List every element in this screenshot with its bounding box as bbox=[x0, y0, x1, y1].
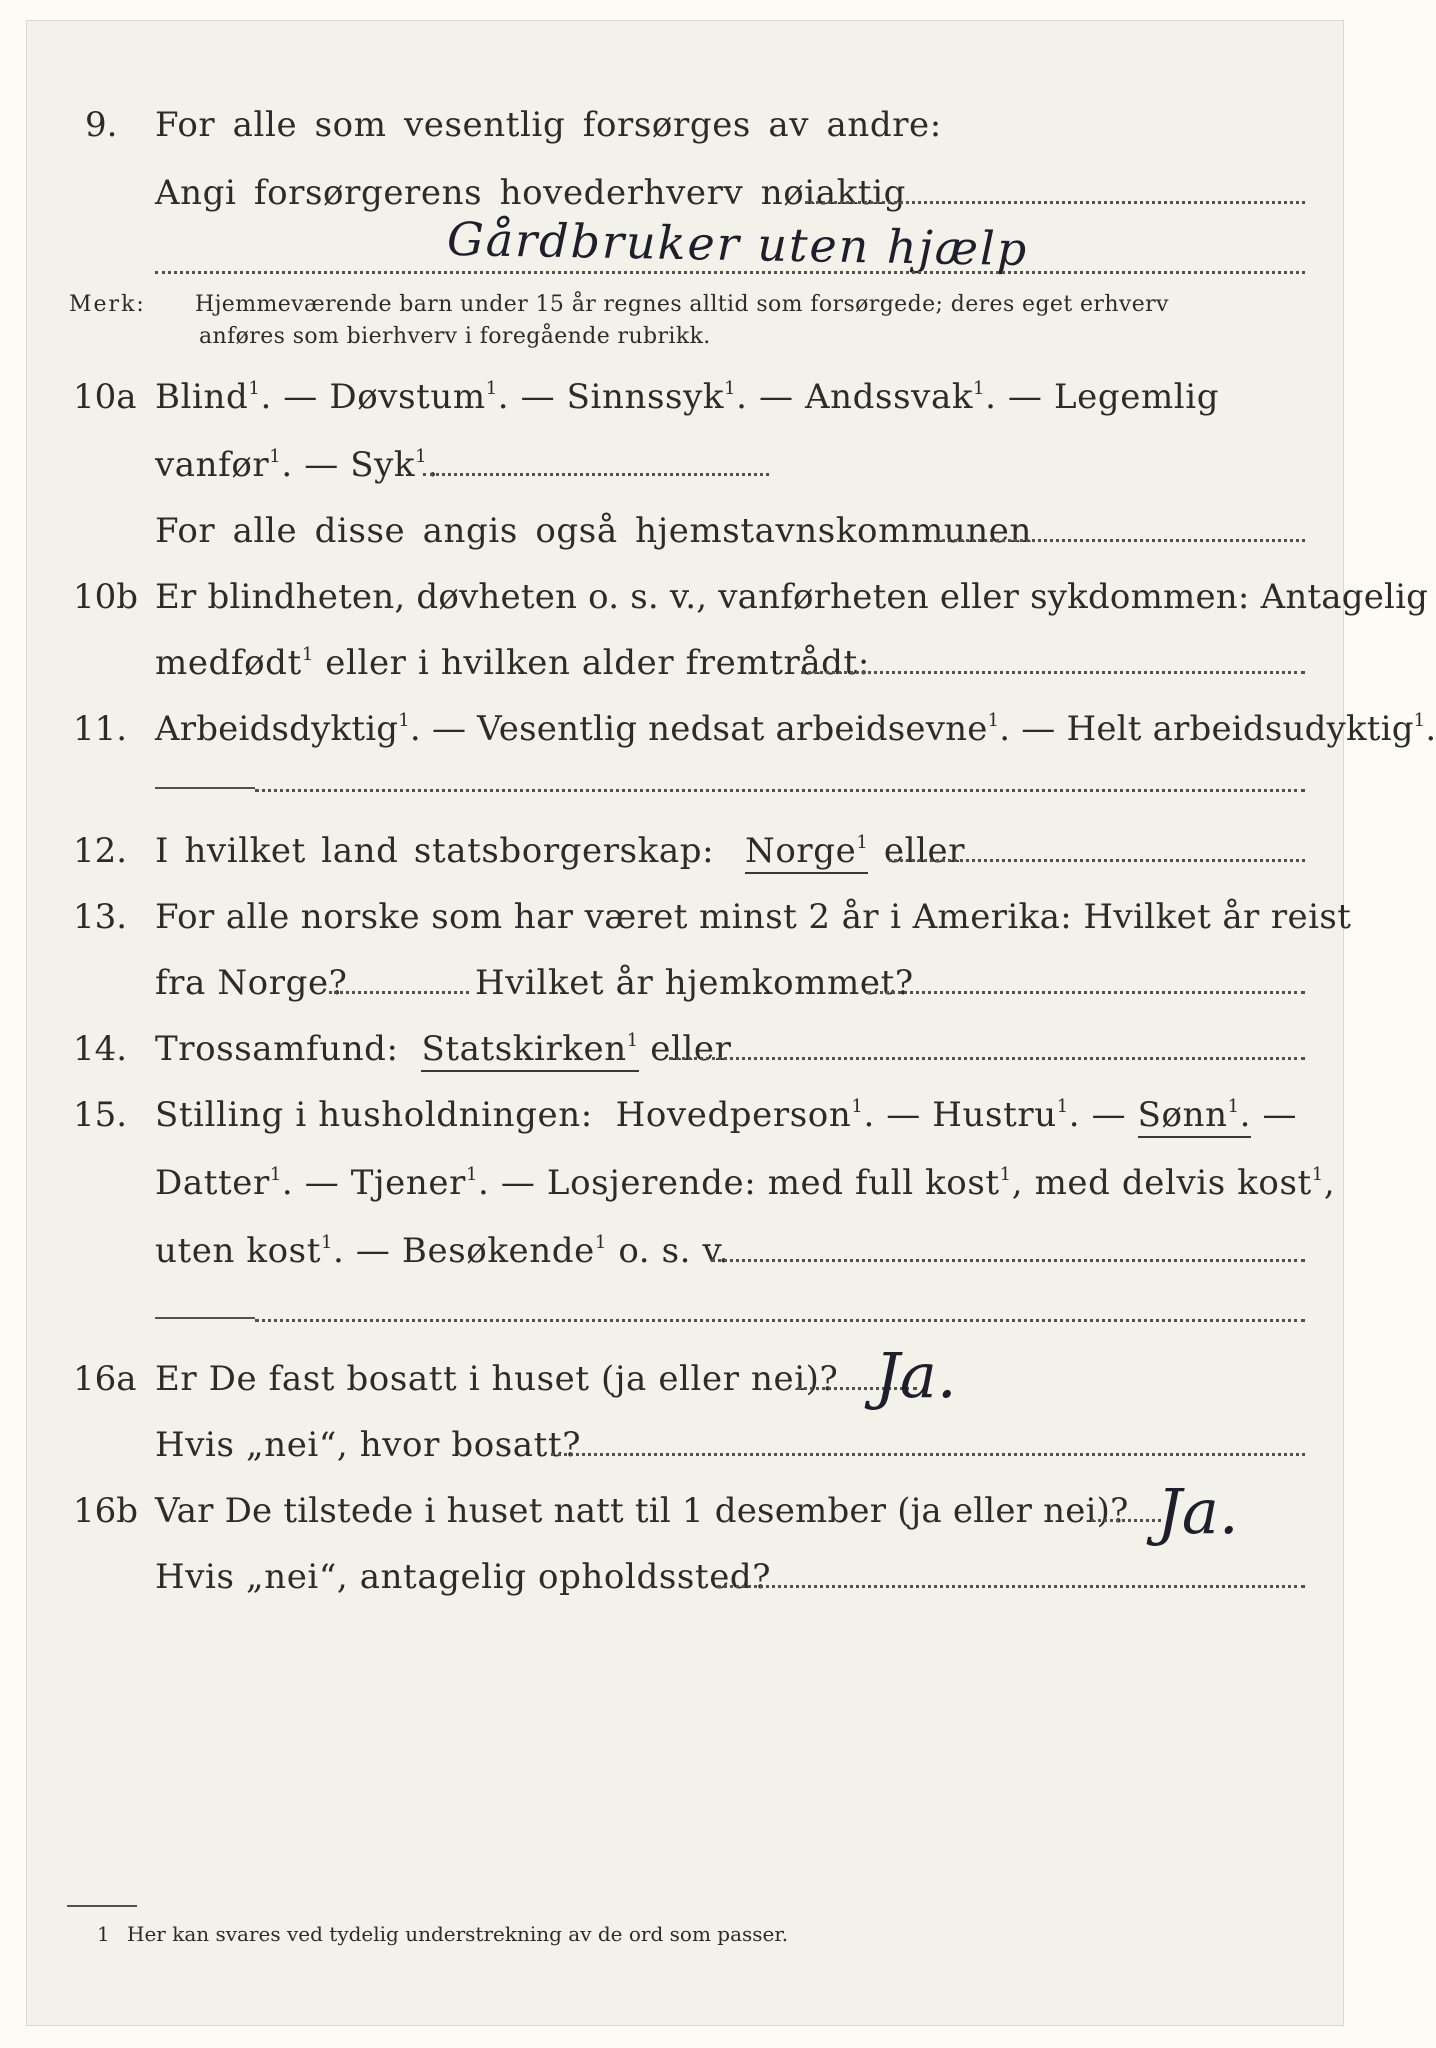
footnote-text: Her kan svares ved tydelig understrekning av de ord som passer. bbox=[127, 1922, 789, 1946]
item-13-departure-line bbox=[329, 991, 469, 994]
item-15-rule-dotted bbox=[255, 1319, 1305, 1322]
separator: — bbox=[500, 1163, 536, 1203]
item-16b-line1: Var De tilstede i huset natt til 1 desember (ja eller nei)? bbox=[155, 1491, 1129, 1531]
item-13-line2a: fra Norge? bbox=[155, 963, 348, 1003]
footnote-ref: 1 bbox=[485, 378, 498, 399]
separator: — bbox=[283, 377, 318, 417]
separator: — bbox=[759, 377, 794, 417]
item-16a-handwritten-answer: Ja. bbox=[875, 1339, 957, 1412]
option-norge: Norge bbox=[745, 831, 857, 871]
option-dovstum: Døvstum bbox=[329, 377, 486, 417]
footnote-ref: 1 bbox=[415, 446, 428, 467]
item-11-number: 11. bbox=[73, 709, 128, 749]
item-13-line2b: Hvilket år hjemkommet? bbox=[475, 963, 914, 1003]
separator: — bbox=[520, 377, 556, 417]
separator: — bbox=[355, 1231, 391, 1271]
item-10a-line3: For alle disse angis også hjemstavnskommunen bbox=[155, 511, 1032, 551]
footnote-ref: 1 bbox=[987, 710, 1000, 731]
item-14-eller: eller bbox=[650, 1029, 732, 1069]
separator: — bbox=[1007, 377, 1043, 417]
footnote-ref: 1 bbox=[626, 1030, 639, 1051]
item-15-question: Stilling i husholdningen: bbox=[155, 1095, 593, 1135]
footnote-ref: 1 bbox=[398, 710, 410, 731]
item-12-fill-line bbox=[889, 859, 1305, 862]
item-9-line1: For alle som vesentlig forsørges av andre: bbox=[155, 105, 942, 145]
footnote-ref: 1 bbox=[594, 1232, 607, 1253]
option-syk: Syk bbox=[350, 445, 416, 485]
option-datter: Datter bbox=[155, 1163, 270, 1203]
footnote-ref: 1 bbox=[248, 378, 261, 399]
footnote-rule bbox=[67, 1905, 137, 1907]
option-hovedperson: Hovedperson bbox=[615, 1095, 852, 1135]
item-15-number: 15. bbox=[73, 1095, 128, 1135]
item-15-line2: Datter$^1$. — Tjener$^1$. — Losjerende: med full kost$^1$, med delvis kost$^1$, bbox=[155, 1163, 1336, 1203]
item-9-fill-line bbox=[805, 201, 1305, 204]
option-nedsat: Vesentlig nedsat arbeidsevne bbox=[477, 709, 988, 749]
footnote-ref: 1 bbox=[1056, 1096, 1069, 1117]
item-9-handwritten-answer: Gårdbruker uten hjælp bbox=[446, 211, 1029, 277]
item-10b-line2 bbox=[155, 643, 870, 683]
separator: — bbox=[1021, 709, 1056, 749]
item-16b-answer-line bbox=[1091, 1519, 1161, 1522]
item-10a-line2: vanfør$^1$. — Syk$^1$. bbox=[155, 445, 439, 485]
census-form-page bbox=[26, 20, 1436, 2026]
footnote-ref: 1 bbox=[851, 1096, 864, 1117]
footnote-ref: 1 bbox=[1311, 1164, 1324, 1185]
item-14-fill-line bbox=[669, 1057, 1305, 1060]
separator: — bbox=[1262, 1095, 1298, 1135]
item-16b-line2: Hvis „nei“, antagelig opholdssted? bbox=[155, 1557, 772, 1597]
item-11-line: Arbeidsdyktig$^1$. — Vesentlig nedsat arbeidsevne$^1$. — Helt arbeidsudyktig$^1$. bbox=[155, 709, 1436, 749]
footnote-ref: 1 bbox=[269, 1164, 282, 1185]
footnote-ref: 1 bbox=[724, 378, 737, 399]
option-vanfor: vanfør bbox=[155, 445, 270, 485]
item-10a-syk-line bbox=[423, 473, 769, 476]
item-14-number: 14. bbox=[73, 1029, 128, 1069]
footnote-ref: 1 bbox=[465, 1164, 479, 1185]
item-10b-fill-line bbox=[801, 671, 1305, 674]
separator: — bbox=[886, 1095, 921, 1135]
item-13-line1: For alle norske som har været minst 2 år i Amerika: Hvilket år reist bbox=[155, 897, 1352, 937]
option-uten-kost: uten kost bbox=[155, 1231, 321, 1271]
separator: — bbox=[1091, 1095, 1127, 1135]
item-9-line2: Angi forsørgerens hovederhverv nøiaktig bbox=[155, 173, 906, 213]
item-12-line bbox=[155, 831, 965, 871]
item-16a-number: 16a bbox=[73, 1359, 137, 1399]
item-16b-handwritten-answer: Ja. bbox=[1157, 1475, 1239, 1548]
separator: — bbox=[304, 445, 339, 485]
footnote-ref: 1 bbox=[301, 644, 314, 665]
item-9-number: 9. bbox=[85, 105, 118, 145]
item-15-fill-line bbox=[711, 1259, 1305, 1262]
item-16a-residence-line bbox=[551, 1453, 1305, 1456]
item-16b-number: 16b bbox=[73, 1491, 139, 1531]
item-11-rule-dotted bbox=[255, 789, 1305, 792]
item-10b-number: 10b bbox=[73, 577, 139, 617]
item-15-line1: Stilling i husholdningen: Hovedperson$^1$. — Hustru$^1$. — Sønn$^1$. — bbox=[155, 1095, 1297, 1135]
option-medfodt: medfødt bbox=[155, 643, 302, 683]
item-12-number: 12. bbox=[73, 831, 128, 871]
item-14-question: Trossamfund: bbox=[155, 1029, 399, 1069]
option-tjener: Tjener bbox=[350, 1163, 466, 1203]
separator: — bbox=[304, 1163, 340, 1203]
item-13-number: 13. bbox=[73, 897, 128, 937]
option-arbeidsdyktig: Arbeidsdyktig bbox=[155, 709, 399, 749]
item-12-eller: eller bbox=[883, 831, 966, 871]
item-14-line bbox=[155, 1029, 731, 1069]
footnote-ref: 1 bbox=[269, 446, 282, 467]
option-sonn: Sønn bbox=[1137, 1095, 1228, 1135]
merk-label: Merk: bbox=[69, 292, 146, 317]
option-statskirken: Statskirken bbox=[421, 1029, 627, 1069]
option-full-kost: med full kost bbox=[767, 1163, 1000, 1203]
item-11-rule-solid bbox=[155, 787, 255, 789]
option-andssvak: Andssvak bbox=[805, 377, 974, 417]
option-besokende: Besøkende bbox=[401, 1231, 595, 1271]
item-16b-location-line bbox=[717, 1585, 1305, 1588]
item-10b-age-question: eller i hvilken alder fremtrådt: bbox=[325, 643, 870, 683]
item-15-rule-solid bbox=[155, 1317, 255, 1319]
footnote-ref: 1 bbox=[1413, 710, 1426, 731]
option-legemlig: Legemlig bbox=[1053, 377, 1220, 417]
separator: — bbox=[431, 709, 467, 749]
item-16a-line2: Hvis „nei“, hvor bosatt? bbox=[155, 1425, 582, 1465]
item-10b-line1: Er blindheten, døvheten o. s. v., vanførheten eller sykdommen: Antagelig bbox=[155, 577, 1429, 617]
footnote-ref: 1 bbox=[320, 1232, 334, 1253]
merk-line2: anføres som bierhverv i foregående rubrikk. bbox=[199, 324, 711, 349]
option-hustru: Hustru bbox=[932, 1095, 1057, 1135]
item-10a-home-line bbox=[937, 539, 1305, 542]
footnote-ref: 1 bbox=[856, 832, 869, 853]
item-15-osv: o. s. v. bbox=[618, 1231, 730, 1271]
item-12-question: I hvilket land statsborgerskap: bbox=[155, 831, 715, 871]
option-sinnssyk: Sinnssyk bbox=[566, 377, 725, 417]
footnote-ref: 1 bbox=[973, 378, 986, 399]
option-norge-underlined bbox=[745, 831, 868, 874]
option-losjerende: Losjerende: bbox=[546, 1163, 757, 1203]
merk-line1: Hjemmeværende barn under 15 år regnes alltid som forsørgede; deres eget erhverv bbox=[195, 292, 1169, 317]
item-9-answer-line bbox=[155, 271, 1305, 274]
footnote-ref: 1 bbox=[999, 1164, 1012, 1185]
item-13-return-line bbox=[867, 991, 1305, 994]
item-10a-number: 10a bbox=[73, 377, 137, 417]
footnote-ref: 1 bbox=[1227, 1096, 1240, 1117]
footnote-mark: 1 bbox=[97, 1922, 110, 1946]
option-udyktig: Helt arbeidsudyktig bbox=[1066, 709, 1414, 749]
item-16a-line1: Er De fast bosatt i huset (ja eller nei)? bbox=[155, 1359, 839, 1399]
item-10a-line1: Blind$^1$. — Døvstum$^1$. — Sinnssyk$^1$. — Andssvak$^1$. — Legemlig bbox=[155, 377, 1220, 417]
item-15-line3: uten kost$^1$. — Besøkende$^1$ o. s. v. bbox=[155, 1231, 730, 1271]
option-delvis-kost: med delvis kost bbox=[1034, 1163, 1312, 1203]
option-statskirken-underlined bbox=[421, 1029, 638, 1072]
option-blind: Blind bbox=[155, 377, 249, 417]
option-sonn-underlined: Sønn$^1$. bbox=[1138, 1095, 1251, 1138]
